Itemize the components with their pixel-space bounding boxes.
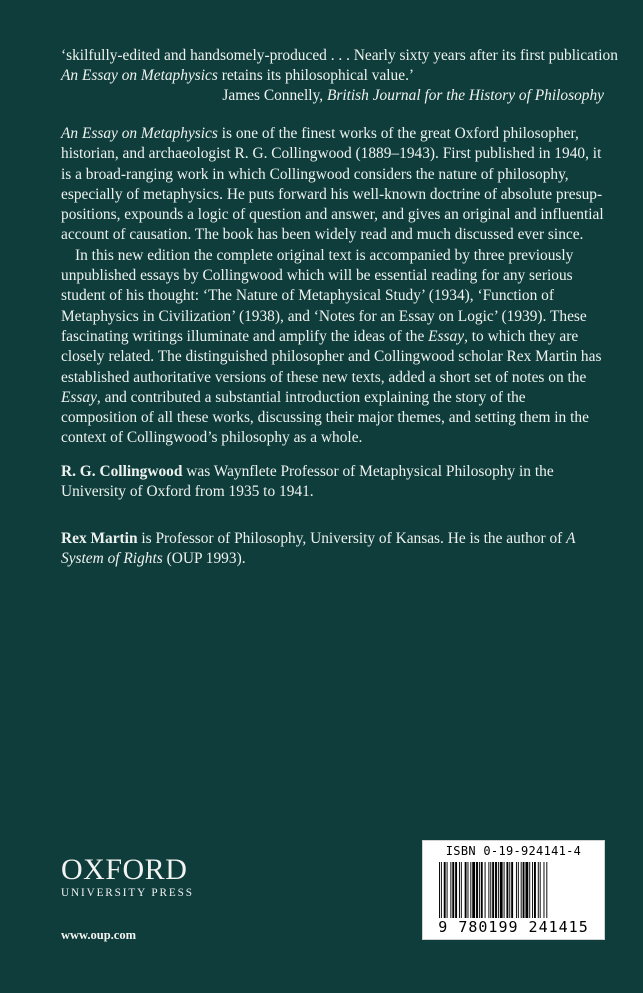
description-p2-text-c: , and contributed a substantial introduction explaining the story of the composition of all these works, discussing their major themes, and setting them in the context of Collingwood’s philosophy as a whole. [61,388,589,447]
quote-line-2-rest: retains its philosophical value.’ [217,67,415,84]
barcode-bars [439,862,589,920]
bio-martin-book-suffix: (OUP 1993). [162,550,246,568]
barcode-bar [444,862,446,918]
barcode-bar [441,862,442,918]
barcode-bar [540,862,541,918]
barcode-bar [461,862,462,918]
barcode-bar [500,862,503,918]
barcode-bar [544,862,545,918]
barcode-bar [511,862,513,918]
description-essay-ref-2: Essay [61,388,97,406]
description-book-title: An Essay on Metaphysics [61,125,218,142]
isbn-barcode [422,840,605,940]
quote-author: James Connelly, [222,87,327,104]
barcode-bar [476,862,478,918]
barcode-bar [470,862,471,918]
barcode-bar [479,862,480,918]
barcode-bar [504,862,505,918]
description-p2-text-b: , to which they are closely related. The distinguished philosopher and Collingwood scholar Rex Martin has established authoritative versions of these new texts, added a short set of notes on the [61,327,602,386]
barcode-bar [518,862,519,918]
publisher-logo [61,855,194,900]
bio-martin-body: is Professor of Philosophy, University of Kansas. He is the author of [137,530,567,547]
barcode-bar [465,862,467,918]
description-paragraph-1 [61,124,604,246]
description-p1-text: is one of the finest works of the great Oxford philosopher, historian, and archaeologist R. G. Collingwood (1889–1943). First published in 1940, it is a broad-ranging work in which Collingwood considers the nature of philosophy, especially of metaphysics. He puts forward his well-known doctrine of absolute presup-positions, expounds a logic of question and answer, and gives an original and influential account of causation. The book has been widely read and much discussed ever since. [61,125,604,244]
author-bio-collingwood [61,462,604,503]
quote-line-1: ‘skilfully-edited and handsomely-produced . . . Nearly sixty years after its first publication [61,47,618,64]
editor-bio-martin [61,529,604,570]
barcode-bar [472,862,475,918]
barcode-bar [447,862,448,918]
book-description [61,124,604,449]
barcode-bar [521,862,522,918]
publisher-logo-main: OXFORD [61,853,188,886]
bio-martin-book: A System of Rights [61,530,576,568]
quote-book-title: An Essay on Metaphysics [61,67,218,84]
isbn-label: ISBN 0-19-924141-4 [445,844,582,858]
barcode-bar [498,862,499,918]
bio-martin-text [61,529,604,570]
publisher-logo-sub: UNIVERSITY PRESS [61,887,194,899]
barcode-bar [525,862,528,918]
quote-attribution [61,86,604,106]
barcode-bar [523,862,525,918]
barcode-bar [516,862,517,918]
quote-line-2 [61,66,604,86]
barcode-bar [490,862,491,918]
barcode-bar [532,862,533,918]
bio-collingwood-text [61,462,604,503]
bio-martin-name: Rex Martin [61,530,138,547]
bio-collingwood-body: was Waynflete Professor of Metaphysical Philosophy in the University of Oxford from 1935 to 1941. [61,463,554,501]
barcode-bar [450,862,451,918]
barcode-bar [495,862,497,918]
barcode-bar [485,862,486,918]
barcode-bar [452,862,454,918]
barcode-bar [529,862,530,918]
barcode-bar [439,862,440,918]
quote-source: British Journal for the History of Philosophy [326,87,604,104]
description-p2-text-a: In this new edition the complete original text is accompanied by three previously unpublished essays by Collingwood which will be essential reading for any serious student of his thought: ‘The Nature of Metaphysical Study’ (1934), ‘Function of Metaphysics in Civilization’ (1938), and ‘Notes for an Essay on Logic’ (1939). These fascinating writings illuminate and amplify the ideas of the [61,246,587,345]
barcode-bar [492,862,494,918]
barcode-bar [455,862,457,918]
review-quote [61,46,618,106]
description-essay-ref-1: Essay [428,327,465,345]
barcode-bar [459,862,460,918]
bio-collingwood-name: R. G. Collingwood [61,463,183,480]
barcode-bar [509,862,510,918]
barcode-bar [534,862,536,918]
description-paragraph-2 [61,246,604,449]
barcode-bar [468,862,469,918]
barcode-bar [538,862,539,918]
barcode-bar [506,862,508,918]
barcode-bar [488,862,489,918]
publisher-website: www.oup.com [61,928,137,942]
barcode-bar [546,862,547,918]
ean-digits: 9 780199 241415 [438,918,589,936]
barcode-bar [481,862,483,918]
